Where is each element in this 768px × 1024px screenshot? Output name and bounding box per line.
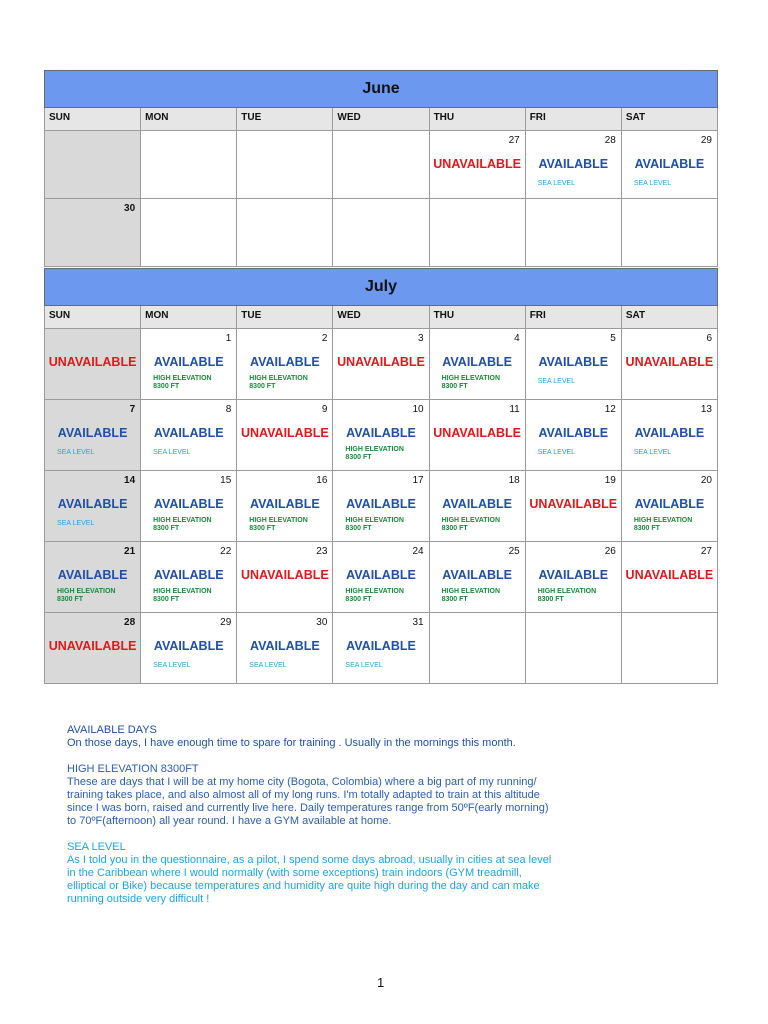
day-of-week-header: SUN (45, 108, 141, 131)
legend-high-title: HIGH ELEVATION 8300FT (67, 763, 199, 775)
calendar-day-cell (525, 542, 621, 613)
legend (67, 724, 627, 906)
calendar-day-cell (141, 613, 237, 684)
calendar-day-cell (45, 131, 141, 199)
legend-sea-line: running outside very difficult ! (67, 893, 210, 905)
calendar-day-cell (621, 329, 717, 400)
calendar-day-cell (237, 400, 333, 471)
available-label: AVAILABLE (442, 355, 512, 369)
note-line: SEA LEVEL (537, 180, 576, 187)
calendar-day-cell (237, 131, 333, 199)
month-title: June (362, 80, 400, 97)
day-number: 27 (700, 546, 712, 557)
calendar-day-cell (333, 199, 429, 267)
calendar-day-cell (525, 400, 621, 471)
day-number: 20 (700, 475, 712, 486)
high-elevation-note (634, 517, 692, 533)
note-line: 8300 FT (249, 525, 276, 532)
day-number: 19 (604, 475, 616, 486)
july-calendar (44, 268, 718, 684)
calendar-day-cell (237, 613, 333, 684)
day-of-week-header: THU (429, 306, 525, 329)
calendar-day-cell (45, 329, 141, 400)
calendar-day-cell (621, 131, 717, 199)
unavailable-label: UNAVAILABLE (433, 157, 521, 171)
day-number: 10 (412, 404, 424, 415)
note-line: 8300 FT (57, 596, 84, 603)
high-elevation-note (153, 588, 211, 604)
note-line: HIGH ELEVATION (441, 517, 501, 524)
calendar-day-cell (429, 613, 525, 684)
unavailable-label: UNAVAILABLE (625, 355, 714, 369)
available-label: AVAILABLE (250, 355, 320, 369)
note-line: SEA LEVEL (537, 378, 576, 385)
day-number: 5 (610, 333, 616, 344)
note-line: HIGH ELEVATION (345, 517, 404, 524)
day-number: 22 (220, 546, 232, 557)
day-number: 29 (700, 135, 712, 146)
day-number: 30 (124, 203, 136, 214)
sea-level-note (57, 449, 94, 457)
day-number: 29 (220, 617, 232, 628)
day-number: 26 (604, 546, 616, 557)
calendar-day-cell (525, 131, 621, 199)
legend-high-line: training takes place, and also almost all of my long runs. I'm totally adapted to train at this altitude (67, 789, 540, 801)
day-number: 9 (321, 404, 328, 415)
note-line: HIGH ELEVATION (57, 588, 116, 595)
month-title: July (364, 278, 397, 295)
legend-available-title: AVAILABLE DAYS (67, 724, 157, 736)
day-number: 28 (604, 135, 616, 146)
day-of-week-header: MON (141, 108, 237, 131)
day-number: 3 (418, 333, 424, 344)
day-number: 14 (124, 475, 136, 486)
day-number: 6 (706, 333, 712, 344)
sea-level-note (153, 662, 190, 670)
note-line: 8300 FT (345, 454, 372, 461)
day-number: 25 (508, 546, 520, 557)
available-label: AVAILABLE (153, 568, 224, 582)
calendar-day-cell (621, 471, 717, 542)
note-line: 8300 FT (633, 525, 660, 532)
available-label: AVAILABLE (538, 568, 609, 582)
note-line: 8300 FT (153, 525, 180, 532)
available-label: AVAILABLE (346, 497, 416, 511)
calendar-day-cell (141, 471, 237, 542)
note-line: SEA LEVEL (537, 449, 576, 456)
unavailable-label: UNAVAILABLE (240, 568, 329, 582)
calendar-day-cell (141, 542, 237, 613)
calendar-day-cell (429, 471, 525, 542)
calendar-day-cell (333, 471, 429, 542)
day-of-week-header: FRI (525, 306, 621, 329)
note-line: 8300 FT (345, 596, 372, 603)
available-label: AVAILABLE (538, 426, 609, 440)
sea-level-note (538, 180, 575, 188)
calendar-day-cell (237, 471, 333, 542)
legend-available-text: On those days, I have enough time to spare for training . Usually in the mornings this month. (67, 737, 516, 749)
unavailable-label: UNAVAILABLE (48, 639, 137, 653)
calendar-day-cell (429, 329, 525, 400)
note-line: 8300 FT (249, 383, 276, 390)
legend-sea-line: in the Caribbean where I would normally (with some exceptions) train indoors (GYM treadmill, (67, 867, 522, 879)
day-number: 31 (412, 617, 424, 628)
calendar-day-cell (237, 542, 333, 613)
day-number: 8 (225, 404, 232, 415)
available-label: AVAILABLE (538, 355, 609, 369)
calendar-day-cell (45, 542, 141, 613)
calendar-day-cell (429, 199, 525, 267)
calendar-day-cell (45, 471, 141, 542)
calendar-day-cell (141, 131, 237, 199)
calendar-day-cell (333, 542, 429, 613)
available-label: AVAILABLE (538, 157, 609, 171)
note-line: HIGH ELEVATION (249, 517, 308, 524)
day-number: 21 (124, 546, 136, 557)
day-of-week-header: FRI (525, 108, 621, 131)
calendar-day-cell (237, 329, 333, 400)
note-line: SEA LEVEL (57, 449, 95, 456)
day-of-week-header: SAT (621, 108, 717, 131)
note-line: HIGH ELEVATION (249, 375, 308, 382)
sea-level-note (345, 662, 382, 670)
note-line: SEA LEVEL (345, 662, 383, 669)
legend-sea-line: elliptical or Bike) because temperatures and humidity are quite high during the day and can make (67, 880, 540, 892)
note-line: 8300 FT (537, 596, 564, 603)
available-label: AVAILABLE (153, 426, 224, 440)
day-number: 18 (508, 475, 520, 486)
legend-high-line: to 70ºF(afternoon) all year round. I have a GYM available at home. (67, 815, 392, 827)
note-line: HIGH ELEVATION (345, 588, 404, 595)
calendar-day-cell (333, 400, 429, 471)
note-line: HIGH ELEVATION (153, 588, 212, 595)
high-elevation-note (345, 588, 403, 604)
calendar-day-cell (45, 199, 141, 267)
high-elevation-note (249, 375, 307, 391)
calendar-day-cell (621, 542, 717, 613)
high-elevation-note (442, 375, 500, 391)
legend-high-line: These are days that I will be at my home city (Bogota, Colombia) where a big part of my running/ (67, 776, 537, 788)
note-line: HIGH ELEVATION (441, 588, 501, 595)
available-label: AVAILABLE (346, 568, 416, 582)
high-elevation-note (249, 517, 307, 533)
note-line: 8300 FT (441, 596, 468, 603)
month-header (45, 71, 718, 108)
day-number: 23 (316, 546, 328, 557)
day-number: 1 (225, 333, 232, 344)
available-label: AVAILABLE (346, 639, 416, 653)
calendar-day-cell (429, 400, 525, 471)
day-of-week-header: TUE (237, 306, 333, 329)
note-line: HIGH ELEVATION (345, 446, 404, 453)
day-number: 30 (316, 617, 328, 628)
sea-level-note (538, 449, 575, 457)
calendar-day-cell (333, 329, 429, 400)
available-label: AVAILABLE (442, 568, 512, 582)
note-line: 8300 FT (345, 525, 372, 532)
note-line: SEA LEVEL (57, 520, 95, 527)
calendar-day-cell (237, 199, 333, 267)
available-label: AVAILABLE (634, 426, 705, 440)
high-elevation-note (153, 517, 211, 533)
day-number: 7 (129, 404, 136, 415)
sea-level-note (538, 378, 575, 386)
calendar-day-cell (429, 131, 525, 199)
available-label: AVAILABLE (153, 497, 224, 511)
note-line: HIGH ELEVATION (633, 517, 693, 524)
calendar-day-cell (525, 613, 621, 684)
unavailable-label: UNAVAILABLE (625, 568, 714, 582)
day-number: 28 (124, 617, 136, 628)
day-number: 24 (412, 546, 424, 557)
high-elevation-note (345, 446, 403, 462)
unavailable-label: UNAVAILABLE (337, 355, 425, 369)
day-number: 16 (316, 475, 328, 486)
note-line: HIGH ELEVATION (537, 588, 597, 595)
day-number: 13 (700, 404, 712, 415)
note-line: SEA LEVEL (153, 449, 191, 456)
day-of-week-header: SAT (621, 306, 717, 329)
calendar-day-cell (333, 613, 429, 684)
june-calendar (44, 70, 718, 267)
day-of-week-header: TUE (237, 108, 333, 131)
note-line: SEA LEVEL (633, 449, 672, 456)
calendar-day-cell (525, 329, 621, 400)
day-of-week-header: SUN (45, 306, 141, 329)
day-number: 11 (509, 404, 520, 415)
calendar-day-cell (141, 329, 237, 400)
sea-level-note (57, 520, 94, 528)
available-label: AVAILABLE (250, 639, 320, 653)
high-elevation-note (153, 375, 211, 391)
day-number: 2 (321, 333, 328, 344)
available-label: AVAILABLE (346, 426, 416, 440)
legend-high-line: since I was born, raised and currently live here. Daily temperatures range from 50ºF(early morning) (67, 802, 549, 814)
note-line: HIGH ELEVATION (153, 375, 212, 382)
day-of-week-header: WED (333, 306, 429, 329)
available-label: AVAILABLE (57, 497, 128, 511)
sea-level-note (249, 662, 286, 670)
calendar-day-cell (45, 400, 141, 471)
calendar-day-cell (333, 131, 429, 199)
available-label: AVAILABLE (634, 157, 705, 171)
high-elevation-note (538, 588, 596, 604)
sea-level-note (634, 180, 671, 188)
high-elevation-note (345, 517, 403, 533)
high-elevation-note (57, 588, 115, 604)
note-line: HIGH ELEVATION (153, 517, 212, 524)
day-number: 27 (508, 135, 520, 146)
calendar-day-cell (621, 400, 717, 471)
calendar-day-cell (45, 613, 141, 684)
calendar-day-cell (429, 542, 525, 613)
sea-level-note (153, 449, 190, 457)
note-line: SEA LEVEL (249, 662, 287, 669)
available-label: AVAILABLE (442, 497, 512, 511)
available-label: AVAILABLE (57, 568, 128, 582)
calendar-day-cell (525, 199, 621, 267)
calendar-day-cell (141, 400, 237, 471)
sea-level-note (634, 449, 671, 457)
calendar-day-cell (621, 199, 717, 267)
legend-sea-line: As I told you in the questionnaire, as a pilot, I spend some days abroad, usually in cities at sea level (67, 854, 552, 866)
available-label: AVAILABLE (634, 497, 705, 511)
note-line: 8300 FT (441, 525, 468, 532)
calendar-day-cell (525, 471, 621, 542)
calendar-day-cell (621, 613, 717, 684)
day-of-week-header: WED (333, 108, 429, 131)
note-line: HIGH ELEVATION (441, 375, 501, 382)
note-line: SEA LEVEL (153, 662, 191, 669)
legend-sea-title: SEA LEVEL (67, 841, 126, 853)
month-header (45, 269, 718, 306)
note-line: 8300 FT (153, 596, 180, 603)
day-of-week-header: MON (141, 306, 237, 329)
high-elevation-note (442, 517, 500, 533)
unavailable-label: UNAVAILABLE (529, 497, 618, 511)
day-of-week-header: THU (429, 108, 525, 131)
available-label: AVAILABLE (250, 497, 320, 511)
day-number: 17 (412, 475, 424, 486)
unavailable-label: UNAVAILABLE (240, 426, 329, 440)
day-number: 4 (514, 333, 520, 344)
calendar-day-cell (141, 199, 237, 267)
available-label: AVAILABLE (153, 639, 224, 653)
note-line: SEA LEVEL (633, 180, 672, 187)
day-number: 15 (220, 475, 232, 486)
available-label: AVAILABLE (57, 426, 128, 440)
day-number: 12 (604, 404, 616, 415)
unavailable-label: UNAVAILABLE (433, 426, 521, 440)
high-elevation-note (442, 588, 500, 604)
page-number: 1 (377, 975, 385, 990)
note-line: 8300 FT (441, 383, 468, 390)
unavailable-label: UNAVAILABLE (48, 355, 137, 369)
note-line: 8300 FT (153, 383, 180, 390)
available-label: AVAILABLE (153, 355, 224, 369)
